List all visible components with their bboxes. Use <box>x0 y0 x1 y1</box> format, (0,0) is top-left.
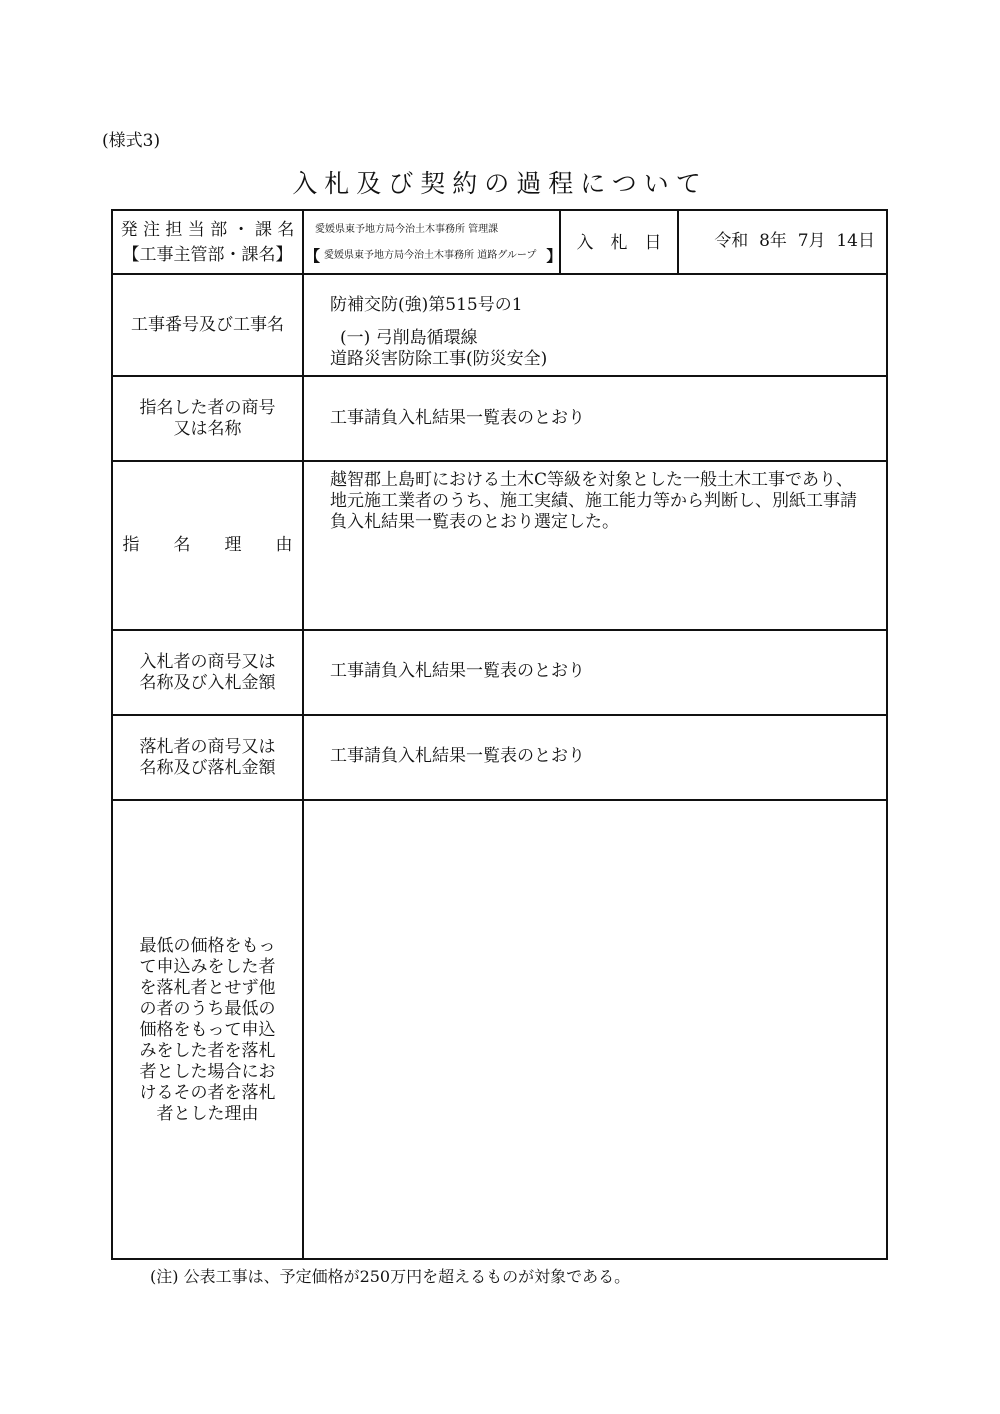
bid-date-value: 令和 8年 7月 14日 <box>714 231 875 251</box>
work-name-label: 工事番号及び工事名 <box>131 314 284 335</box>
dept-label: 発 注 担 当 部 ・ 課 名 <box>120 220 295 240</box>
footnote: (注) 公表工事は、予定価格が250万円を超えるものが対象である。 <box>150 1267 631 1286</box>
nominee-label: 指名した者の商号 <box>139 397 276 418</box>
exception-label-line: 者とした場合にお <box>139 1062 276 1082</box>
exception-label-line: みをした者を落札 <box>139 1041 276 1061</box>
exception-label-line: 者とした理由 <box>156 1104 259 1124</box>
column-divider <box>302 211 304 1260</box>
nominee-sub-label: 又は名称 <box>173 418 242 439</box>
exception-label-line: けるその者を落札 <box>139 1083 276 1103</box>
dept-value: 愛媛県東予地方局今治土木事務所 管理課 <box>315 224 499 235</box>
exception-label-line: て申込みをした者 <box>139 957 276 977</box>
reason-line: 負入札結果一覧表のとおり選定した。 <box>330 512 619 532</box>
process-table <box>111 209 888 1260</box>
bidders-value: 工事請負入札結果一覧表のとおり <box>330 661 585 681</box>
exception-label-line: の者のうち最低の <box>139 999 276 1019</box>
exception-label-line: 価格をもって申込 <box>139 1020 276 1040</box>
winner-sub-label: 名称及び落札金額 <box>139 757 276 778</box>
exception-label-cell <box>113 801 302 1260</box>
route-name: (一) 弓削島循環線 <box>340 328 478 348</box>
winner-value: 工事請負入札結果一覧表のとおり <box>330 746 585 766</box>
reason-line: 地元施工業者のうち、施工実績、施工能力等から判断し、別紙工事請 <box>330 491 857 511</box>
winner-label: 落札者の商号又は <box>139 736 276 757</box>
dept-label-cell <box>113 213 302 273</box>
reason-label: 指 名 理 由 <box>122 535 293 555</box>
work-number: 防補交防(強)第515号の1 <box>330 295 523 315</box>
exception-label-line: 最低の価格をもっ <box>139 936 276 956</box>
winner-label-cell <box>113 716 302 799</box>
bracket-close: 】 <box>546 247 562 265</box>
nominee-value: 工事請負入札結果一覧表のとおり <box>330 408 585 428</box>
bidders-label-cell <box>113 631 302 714</box>
bidders-label: 入札者の商号又は <box>139 651 276 672</box>
dept-sub-value-line <box>305 245 562 266</box>
document-title: 入札及び契約の過程について <box>292 169 708 198</box>
bracket-open: 【 <box>305 247 321 265</box>
work-title: 道路災害防除工事(防災安全) <box>330 349 548 369</box>
bidders-sub-label: 名称及び入札金額 <box>139 672 276 693</box>
work-name-value <box>330 295 870 370</box>
dept-sub-label: 【工事主管部・課名】 <box>122 245 293 265</box>
dept-value-cell <box>305 223 562 271</box>
bid-date-label: 入 札 日 <box>576 232 662 253</box>
nominee-label-cell <box>113 377 302 460</box>
exception-label-line: を落札者とせず他 <box>139 978 276 998</box>
form-number-label: (様式3) <box>102 131 161 151</box>
reason-line: 越智郡上島町における土木C等級を対象とした一般土木工事であり、 <box>330 470 854 490</box>
dept-sub-value: 愛媛県東予地方局今治土木事務所 道路グループ <box>324 249 537 261</box>
reason-value <box>330 470 890 533</box>
